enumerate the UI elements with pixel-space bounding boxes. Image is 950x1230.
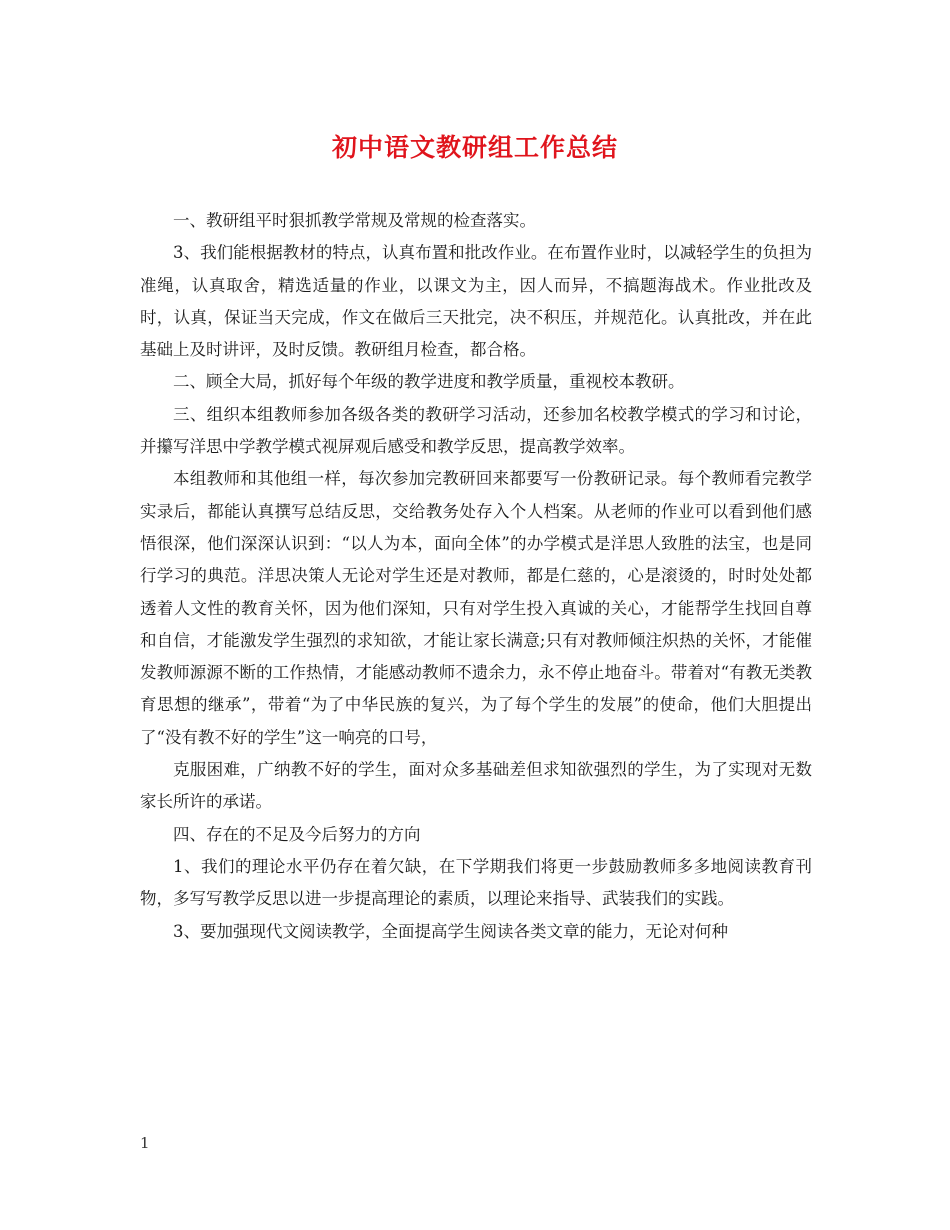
paragraph: 四、存在的不足及今后努力的方向 (173, 824, 421, 844)
paragraph: 二、顾全大局，抓好每个年级的教学进度和教学质量，重视校本教研。 (173, 372, 685, 392)
paragraph: 本组教师和其他组一样，每次参加完教研回来都要写一份教研记录。每个教师看完教学实录后，都能认真撰写总结反思，交给教务处存入个人档案。从老师的作业可以看到他们感悟很深，他们深深认识到：“以人为本，面向全体”的办学模式是洋思人致胜的法宝，也是同行学习的典范。洋思决策人无论对学生还是对教师，都是仁慈的，心是滚烫的，时时处处都透着人文性的教育关怀，因为他们深知，只有对学生投入真诚的关心，才能帮学生找回自尊和自信，才能激发学生强烈的求知欲，才能让家长满意;只有对教师倾注炽热的关怀，才能催发教师源源不断的工作热情，才能感动教师不遗余力，永不停止地奋斗。带着对“有教无类教育思想的继承”，带着“为了中华民族的复兴，为了每个学生的发展”的使命，他们大胆提出了“没有教不好的学生”这一响亮的口号， (140, 469, 812, 747)
paragraph: 一、教研组平时狠抓教学常规及常规的检查落实。 (173, 211, 536, 230)
paragraph: 3、我们能根据教材的特点，认真布置和批改作业。在布置作业时，以减轻学生的负担为准绳，认真取舍，精选适量的作业，以课文为主，因人而异，不搞题海战术。作业批改及时，认真，保证当天完成，作文在做后三天批完，决不积压，并规范化。认真批改，并在此基础上及时讲评，及时反馈。教研组月检查，都合格。 (140, 243, 812, 360)
paragraph: 克服困难，广纳教不好的学生，面对众多基础差但求知欲强烈的学生，为了实现对无数家长所许的承诺。 (140, 760, 812, 812)
paragraph: 3、要加强现代文阅读教学，全面提高学生阅读各类文章的能力，无论对何种 (173, 921, 728, 941)
page-number: 1 (140, 1134, 150, 1152)
paragraph: 三、组织本组教师参加各级各类的教研学习活动，还参加名校教学模式的学习和讨论，并攥写洋思中学教学模式视屏观后感受和教学反思，提高教学效率。 (140, 404, 812, 457)
document-title: 初中语文教研组工作总结 (331, 133, 618, 162)
paragraph: 1、我们的理论水平仍存在着欠缺，在下学期我们将更一步鼓励教师多多地阅读教育刊物，多写写教学反思以进一步提高理论的素质，以理论来指导、武装我们的实践。 (140, 856, 812, 909)
document-body (140, 205, 812, 948)
